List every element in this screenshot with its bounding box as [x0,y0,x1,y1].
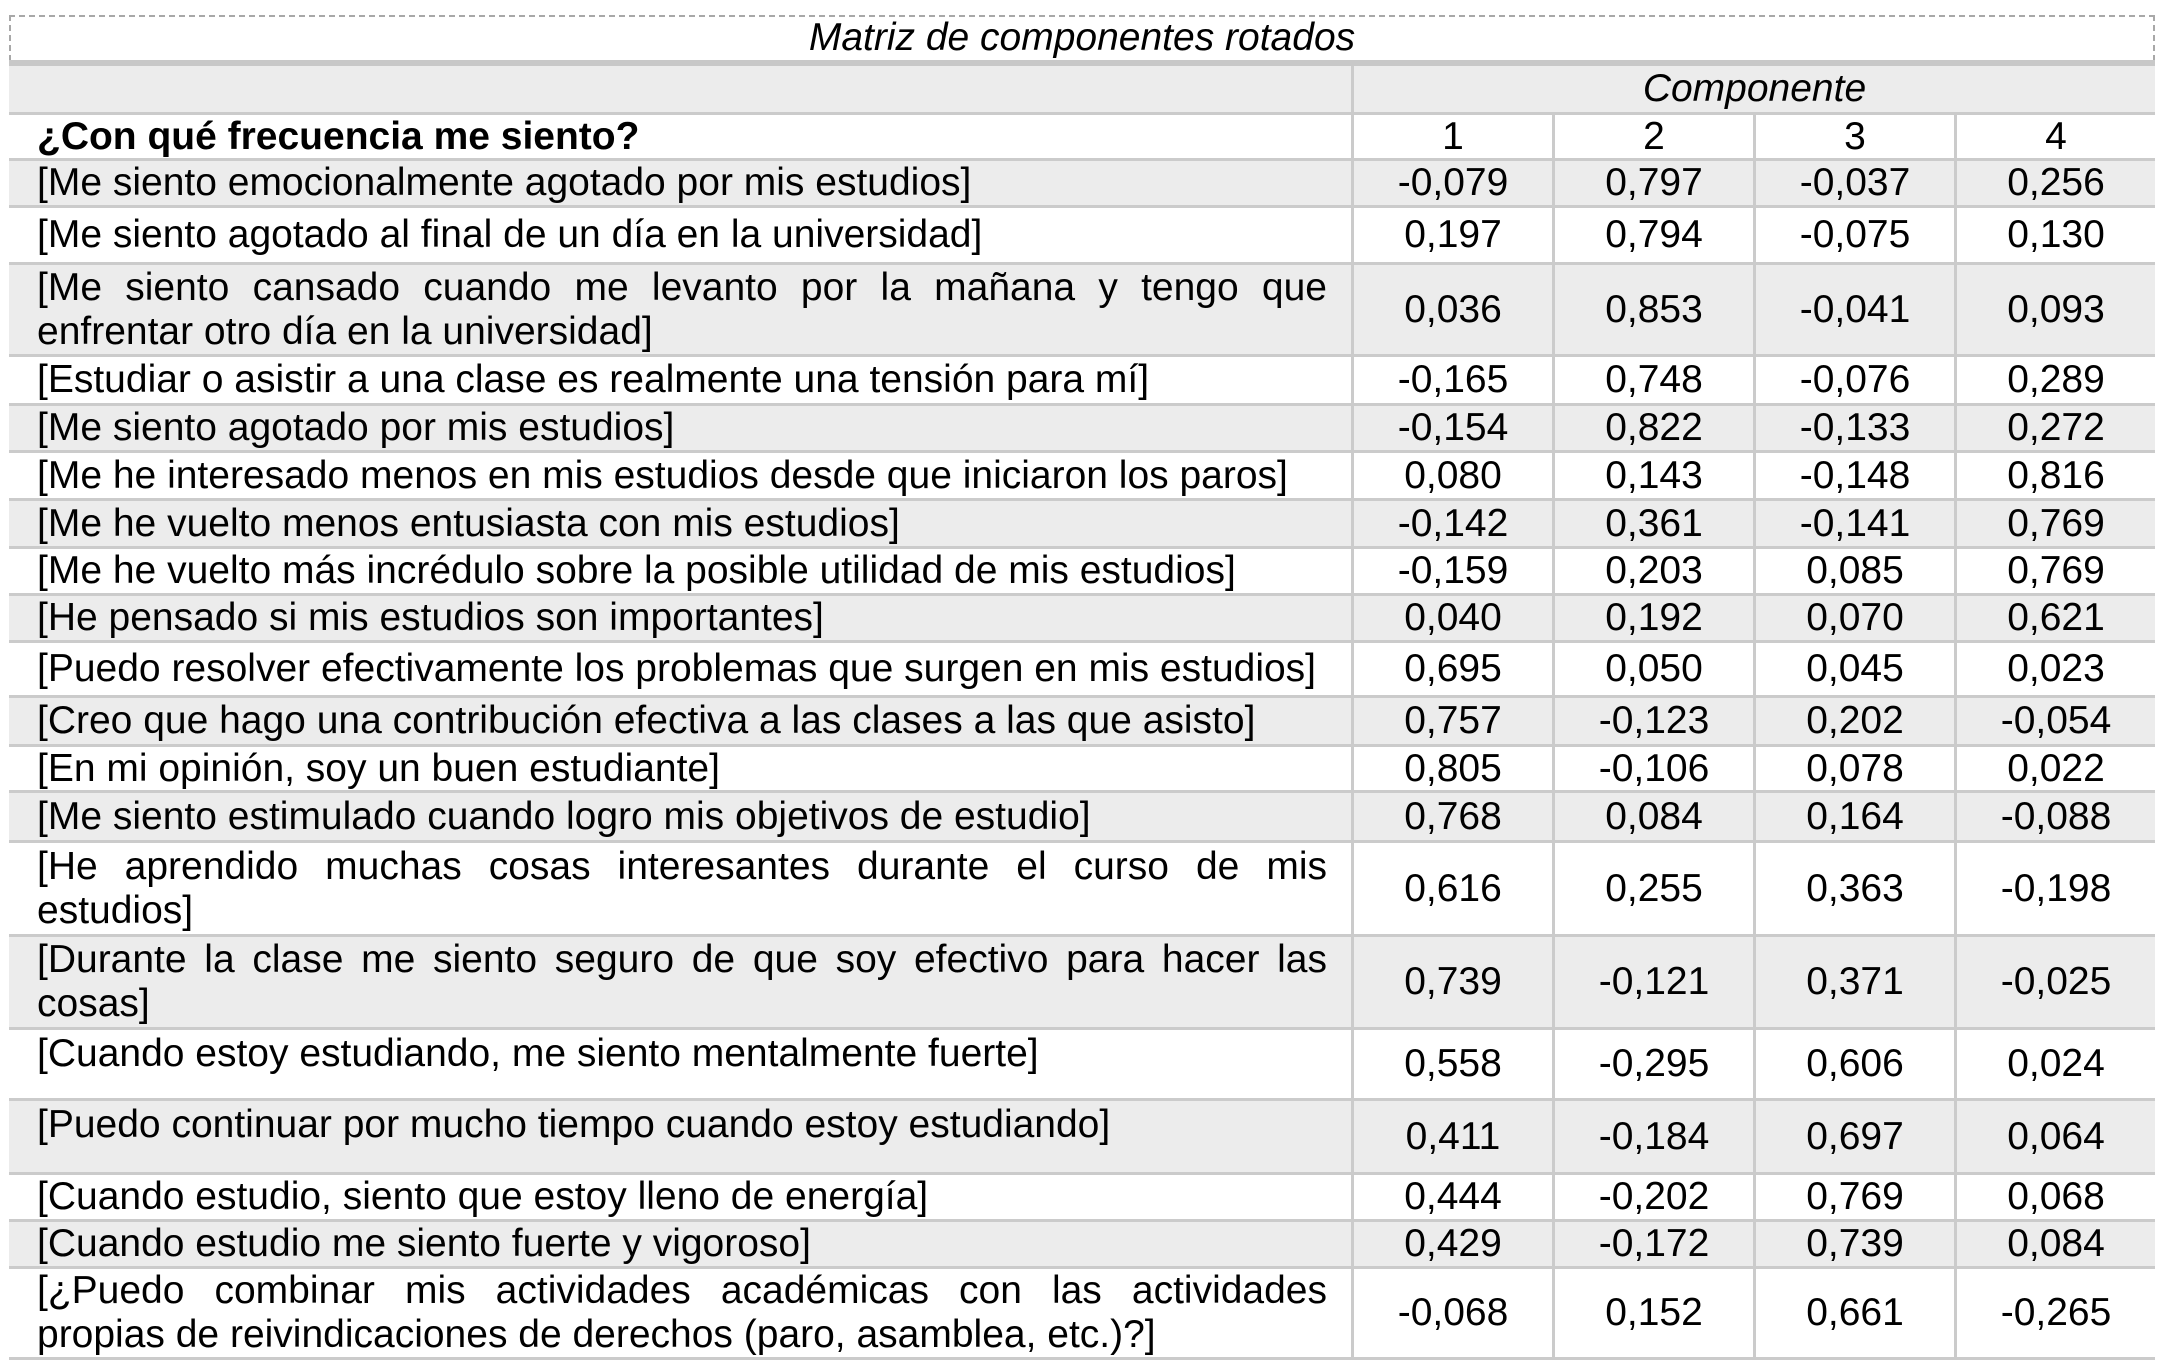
loading-component-2: 0,152 [1552,1269,1753,1357]
item-label [9,1269,1351,1357]
table-title-text: Matriz de componentes rotados [808,15,1356,59]
table-row [9,843,2155,937]
item-label-text: [Me siento agotado al final de un día en la universidad] [37,213,983,256]
item-label [9,843,1351,934]
row-header [9,115,1351,158]
loading-component-1: -0,159 [1351,549,1552,593]
loading-component-2: 0,853 [1552,265,1753,354]
loading-component-1: 0,695 [1351,643,1552,695]
loading-component-1: -0,068 [1351,1269,1552,1357]
item-label-text: [Puedo continuar por mucho tiempo cuando estoy estudiando] [37,1103,1111,1146]
loading-component-3: -0,075 [1753,208,1954,262]
loading-component-2: -0,172 [1552,1222,1753,1266]
loading-component-1: -0,165 [1351,357,1552,403]
loading-component-1: 0,558 [1351,1030,1552,1098]
loading-component-2: 0,050 [1552,643,1753,695]
column-header-row [9,115,2155,161]
loading-component-3: 0,202 [1753,698,1954,744]
loading-component-1: -0,079 [1351,161,1552,205]
loading-component-2: 0,748 [1552,357,1753,403]
item-label-text: [He aprendido muchas cosas interesantes durante el curso de mis estudios] [37,844,1327,932]
table-row [9,596,2155,643]
loading-component-3: 0,070 [1753,596,1954,640]
loading-component-3: -0,148 [1753,453,1954,498]
loading-component-1: 0,036 [1351,265,1552,354]
loading-component-3: -0,141 [1753,501,1954,546]
loading-component-2: 0,822 [1552,406,1753,450]
table-row [9,208,2155,265]
table-row [9,1269,2155,1360]
loading-component-3: 0,697 [1753,1101,1954,1172]
loading-component-1: 0,040 [1351,596,1552,640]
loading-component-4: 0,769 [1954,549,2155,593]
loading-component-4: 0,272 [1954,406,2155,450]
loading-component-2: 0,797 [1552,161,1753,205]
item-label [9,747,1351,790]
loading-component-3: -0,041 [1753,265,1954,354]
loading-component-2: 0,255 [1552,843,1753,934]
loading-component-1: 0,616 [1351,843,1552,934]
loading-component-2: 0,203 [1552,549,1753,593]
item-label-text: [Me he interesado menos en mis estudios desde que iniciaron los paros] [37,453,1288,497]
loading-component-2: 0,361 [1552,501,1753,546]
table-row [9,793,2155,843]
table-row [9,643,2155,698]
loading-component-2: -0,295 [1552,1030,1753,1098]
item-label-text: [Me he vuelto más incrédulo sobre la posible utilidad de mis estudios] [37,549,1236,592]
loading-component-4: -0,025 [1954,937,2155,1027]
loading-component-2: -0,202 [1552,1175,1753,1219]
item-label [9,265,1351,354]
loading-component-1: 0,805 [1351,747,1552,790]
loading-component-3: 0,085 [1753,549,1954,593]
table-row [9,453,2155,501]
item-label-text: [Creo que hago una contribución efectiva a las clases a las que asisto] [37,699,1256,742]
item-label-text: [Estudiar o asistir a una clase es realmente una tensión para mí] [37,358,1150,401]
loading-component-2: -0,121 [1552,937,1753,1027]
table-row [9,406,2155,453]
loading-component-3: 0,363 [1753,843,1954,934]
loading-component-1: 0,197 [1351,208,1552,262]
loading-component-4: -0,265 [1954,1269,2155,1357]
loading-component-3: 0,739 [1753,1222,1954,1266]
loading-component-3: 0,661 [1753,1269,1954,1357]
component-group-header [1351,66,2155,112]
item-label [9,1030,1351,1098]
group-header-row [9,66,2155,115]
loading-component-2: 0,084 [1552,793,1753,840]
item-label-text: [Cuando estudio, siento que estoy lleno de energía] [37,1175,929,1218]
table-row [9,549,2155,596]
loading-component-4: -0,054 [1954,698,2155,744]
item-label [9,793,1351,840]
loading-component-4: -0,088 [1954,793,2155,840]
loading-component-4: 0,023 [1954,643,2155,695]
item-label [9,643,1351,695]
item-label-text: [Cuando estudio me siento fuerte y vigoroso] [37,1222,811,1265]
item-label-text: [Puedo resolver efectivamente los problemas que surgen en mis estudios] [37,647,1317,690]
item-label [9,453,1351,498]
group-header-empty [9,66,1351,112]
loading-component-1: 0,757 [1351,698,1552,744]
loading-component-4: 0,816 [1954,453,2155,498]
loading-component-1: 0,429 [1351,1222,1552,1266]
loading-component-3: 0,045 [1753,643,1954,695]
table-row [9,265,2155,357]
loading-component-4: 0,068 [1954,1175,2155,1219]
component-group-label: Componente [1642,67,1867,110]
table-row [9,747,2155,793]
table-row [9,501,2155,549]
item-label-text: [Me siento cansado cuando me levanto por la mañana y tengo que enfrentar otro día en la universidad] [37,265,1327,353]
row-header-text: ¿Con qué frecuencia me siento? [37,114,640,158]
item-label [9,406,1351,450]
loading-component-2: -0,123 [1552,698,1753,744]
table-row [9,357,2155,406]
column-header-3: 3 [1753,115,1954,158]
loading-component-4: 0,621 [1954,596,2155,640]
item-label-text: [Me siento emocionalmente agotado por mis estudios] [37,161,972,204]
loading-component-1: -0,154 [1351,406,1552,450]
table-row [9,1030,2155,1101]
loading-component-1: 0,739 [1351,937,1552,1027]
table-title [9,15,2155,60]
table-row [9,1222,2155,1269]
loading-component-3: 0,164 [1753,793,1954,840]
item-label [9,549,1351,593]
loading-component-2: 0,794 [1552,208,1753,262]
table-row [9,698,2155,747]
loading-component-3: -0,133 [1753,406,1954,450]
item-label [9,1101,1351,1172]
table-row [9,161,2155,208]
item-label-text: [Me he vuelto menos entusiasta con mis estudios] [37,501,900,545]
item-label [9,596,1351,640]
loading-component-3: -0,076 [1753,357,1954,403]
item-label-text: [Durante la clase me siento seguro de que soy efectivo para hacer las cosas] [37,938,1327,1025]
loading-component-3: 0,606 [1753,1030,1954,1098]
loading-component-4: 0,084 [1954,1222,2155,1266]
loading-component-3: 0,371 [1753,937,1954,1027]
column-header-1: 1 [1351,115,1552,158]
loading-component-4: 0,130 [1954,208,2155,262]
loading-component-4: 0,022 [1954,747,2155,790]
loading-component-4: 0,769 [1954,501,2155,546]
loading-component-4: 0,256 [1954,161,2155,205]
item-label-text: [He pensado si mis estudios son importantes] [37,596,824,639]
item-label-text: [Me siento agotado por mis estudios] [37,406,675,449]
loading-component-2: 0,192 [1552,596,1753,640]
column-header-4: 4 [1954,115,2155,158]
loading-component-3: 0,769 [1753,1175,1954,1219]
column-header-2: 2 [1552,115,1753,158]
item-label [9,937,1351,1027]
item-label-text: [Me siento estimulado cuando logro mis objetivos de estudio] [37,794,1091,838]
loading-component-4: 0,093 [1954,265,2155,354]
loading-component-2: -0,106 [1552,747,1753,790]
loading-component-1: 0,444 [1351,1175,1552,1219]
item-label [9,357,1351,403]
loading-component-3: 0,078 [1753,747,1954,790]
loading-component-4: 0,289 [1954,357,2155,403]
item-label-text: [En mi opinión, soy un buen estudiante] [37,746,720,790]
item-label [9,698,1351,744]
loading-component-2: -0,184 [1552,1101,1753,1172]
loading-component-1: 0,080 [1351,453,1552,498]
loading-component-1: -0,142 [1351,501,1552,546]
table-row [9,937,2155,1030]
item-label [9,1222,1351,1266]
loading-component-1: 0,768 [1351,793,1552,840]
loading-component-3: -0,037 [1753,161,1954,205]
item-label-text: [Cuando estoy estudiando, me siento mentalmente fuerte] [37,1032,1039,1075]
item-label [9,208,1351,262]
loading-component-2: 0,143 [1552,453,1753,498]
loading-component-1: 0,411 [1351,1101,1552,1172]
item-label [9,1175,1351,1219]
item-label [9,501,1351,546]
table-row [9,1101,2155,1175]
table-row [9,1175,2155,1222]
item-label [9,161,1351,205]
loading-component-4: 0,024 [1954,1030,2155,1098]
loading-component-4: 0,064 [1954,1101,2155,1172]
item-label-text: [¿Puedo combinar mis actividades académicas con las actividades propias de reivindicaciones de derechos (paro, asamblea, etc.)?] [37,1269,1327,1356]
loading-component-4: -0,198 [1954,843,2155,934]
